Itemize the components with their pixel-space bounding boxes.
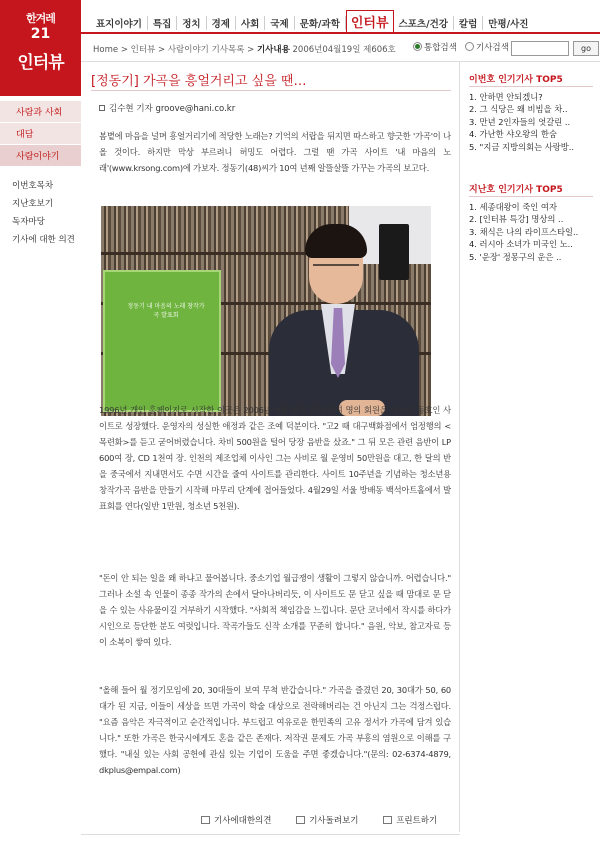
nav-tab-column[interactable]: 칼럼 xyxy=(454,16,483,30)
article-paragraph: 봄볕에 마음을 널며 흥얼거리기에 적당한 노래는? 기억의 서랍을 뒤지면 따스하고 향긋한 '가곡'이 나올 것이다. 하지만 막상 부르려니 허밍도 어렵다. 그럴 땐 가곡 사이트 '내 마음의 노래'(www.krsong.com)에 가보자. 정동기(48)씨가 10여 년째 알뜰살뜰 가꾸는 가곡의 보고다. xyxy=(99,131,451,173)
byline-square-icon xyxy=(99,105,105,111)
poster-text: 정동기 내 마음의 노래 창작가곡 발표회 xyxy=(127,303,205,319)
breadcrumb-home[interactable]: Home xyxy=(93,45,119,55)
list-item[interactable]: 3. 만년 2인자들의 엇갈린 .. xyxy=(469,116,571,127)
person xyxy=(269,224,419,416)
article-actions xyxy=(201,814,459,826)
breadcrumb xyxy=(93,43,396,55)
brand-section: 인터뷰 xyxy=(17,53,64,73)
nav-tab-society[interactable]: 사회 xyxy=(236,16,265,30)
search-option-all[interactable] xyxy=(413,43,457,53)
breadcrumb-interview[interactable]: 인터뷰 xyxy=(130,45,156,55)
breadcrumb-separator: > xyxy=(120,45,128,55)
issue-date: 2006년04월19일 제606호 xyxy=(292,45,396,55)
hair xyxy=(305,224,367,258)
nav-tab-cover-story[interactable]: 표지이야기 xyxy=(91,16,148,30)
sidebar-divider xyxy=(469,86,593,87)
left-menu xyxy=(0,176,81,248)
byline-text: 김수현 기자 groove@hani.co.kr xyxy=(109,104,236,114)
glasses xyxy=(313,264,359,274)
list-item[interactable]: 4. 가난한 샤오왕의 한숨 xyxy=(469,129,557,140)
menu-item-back-issues[interactable]: 지난호보기 xyxy=(12,199,54,209)
nav-tab-culture-science[interactable]: 문화/과학 xyxy=(295,16,346,30)
popular-this-title: 이번호 인기기사 TOP5 xyxy=(469,75,563,85)
section-nav-item-interview[interactable]: 대담 xyxy=(0,123,81,145)
list-item[interactable]: 3. 채식은 나의 라이프스타일.. xyxy=(469,226,579,237)
nav-tab-sports-health[interactable]: 스포츠/건강 xyxy=(394,16,454,30)
poster xyxy=(103,270,221,412)
breadcrumb-current: 기사내용 xyxy=(256,45,290,55)
list-item[interactable]: 5. "지금 지방의회는 사랑방.. xyxy=(469,141,575,152)
share-button-label: 기사돌려보기 xyxy=(309,816,359,826)
menu-item-readers[interactable]: 독자마당 xyxy=(12,217,45,227)
search-input[interactable] xyxy=(511,41,569,56)
print-icon xyxy=(383,816,392,824)
left-column xyxy=(0,0,81,854)
breadcrumb-article-list[interactable]: 사람이야기 기사목록 xyxy=(167,45,245,55)
section-nav-item-people-society[interactable]: 사람과 사회 xyxy=(0,101,81,123)
popular-this-list xyxy=(469,91,597,153)
article-bottom-divider xyxy=(81,834,460,835)
search-option-all-label: 통합검색 xyxy=(424,43,457,53)
popular-last-title: 지난호 인기기사 TOP5 xyxy=(469,185,563,195)
list-item[interactable]: 2. 그 식당은 왜 비빔을 차.. xyxy=(469,104,568,115)
menu-item-opinions[interactable]: 기사에 대한 의견 xyxy=(12,235,75,245)
brand-name: 한겨레 xyxy=(26,12,55,25)
section-nav-item-people-story[interactable]: 사람이야기 xyxy=(0,145,81,167)
search-option-articles-label: 기사검색 xyxy=(475,43,509,53)
article-title: [정동기] 가곡을 흥얼거리고 싶을 땐… xyxy=(91,74,307,89)
list-item[interactable]: 2. [인터뷰 특강] 명상의 .. xyxy=(469,214,564,225)
article xyxy=(81,62,460,832)
breadcrumb-bar xyxy=(81,36,600,62)
popular-last-list xyxy=(469,201,597,263)
title-divider xyxy=(91,90,451,91)
nav-tab-economy[interactable]: 경제 xyxy=(207,16,236,30)
nav-tab-international[interactable]: 국제 xyxy=(265,16,294,30)
list-item[interactable]: 5. '운장' 정몽구의 운은 .. xyxy=(469,251,562,262)
nav-tab-politics[interactable]: 정치 xyxy=(177,16,206,30)
nav-tab-cartoon-photo[interactable]: 만평/사진 xyxy=(488,19,529,30)
list-item[interactable]: 1. 안하면 안되겠니? xyxy=(469,92,543,102)
opinion-button[interactable] xyxy=(201,814,271,826)
brand-logo[interactable] xyxy=(0,0,81,96)
top-nav xyxy=(81,0,600,34)
article-photo xyxy=(101,206,431,416)
nav-tab-special[interactable]: 특집 xyxy=(148,16,177,30)
article-paragraph: 1996년 개인 홈페이지로 시작한 이곳은 2006년 4월 현재 3만5천여 명의 회원을 거느린 동호인 사이트로 성장했다. 운영자의 성실한 애정과 같은 조예 덕분이다. "고2 때 대구백화점에서 엄정행의 <목련화>를 듣고 굳어버렸습니다. 차비 500원을 털어 당장 음반을 샀죠." 그 뒤 모은 관련 음반이 LP 600여 장, CD 1천여 장. 인천의 제조업체 이사인 그는 사비로 월 운영비 50만원을 대고, 한 달의 반을 중국에서 지내면서도 수면 시간을 줄여 사이트를 관리한다. 사이트 10주년을 기념하는 청소년용 창작가곡 음반을 만들기 시작해 마무리 단계에 접어들었다. 4월29일 서울 방배동 백석아트홀에서 발표회를 연다(일반 1만원, 청소년 5천원). xyxy=(99,405,451,511)
print-button-label: 프린트하기 xyxy=(396,816,438,826)
top-nav-items xyxy=(91,10,533,32)
list-item[interactable]: 1. 세종대왕이 죽인 여자 xyxy=(469,202,557,212)
search-go-button[interactable]: go xyxy=(573,41,599,56)
byline xyxy=(99,102,235,114)
comment-icon xyxy=(201,816,210,824)
right-sidebar xyxy=(461,62,600,362)
list-item[interactable]: 4. 러시아 소녀가 미국인 노.. xyxy=(469,239,573,250)
radio-selected-icon xyxy=(413,42,422,51)
article-paragraph: "돈이 안 되는 일을 왜 하냐고 물어봅니다. 중소기업 월급쟁이 생활이 그렇지 않습니까. 어렵습니다." 그러나 소설 속 인물이 종종 작가의 손에서 달아나버리듯, 이 사이트도 문 닫고 싶을 때 맘대로 문 닫을 수 있는 사유물이길 거부하기 시작했다. "사회적 책임감을 느낍니다. 문단 코너에서 작시를 하다가 시인으로 등단한 분도 여럿입니다. 작곡가들도 신작 소개를 꾸준히 합니다." 음원, 악보, 참고자료 등이 소복이 쌓여 있다. xyxy=(99,573,451,647)
sidebar-divider xyxy=(469,196,593,197)
breadcrumb-separator: > xyxy=(247,45,255,55)
brand-number: 21 xyxy=(30,26,51,42)
share-icon xyxy=(296,816,305,824)
share-button[interactable] xyxy=(296,814,358,826)
search-area xyxy=(413,41,591,53)
article-paragraph: "올해 들어 월 정기모임에 20, 30대들이 보여 무척 반갑습니다." 가곡을 즐겼던 20, 30대가 50, 60대가 된 지금, 이들이 세상을 뜨면 가곡이 학술 대상으로 전락해버리는 건 아닌지 그는 걱정스럽다. "요즘 음악은 자극적이고 순간적입니다. 부드럽고 여유로운 한민족의 고유 정서가 가곡에 담겨 있습니다." 또한 가곡은 한국시에게도 혼을 같은 존재다. 저작권 문제도 가곡 부흥의 염원으로 이해를 구했다. "내실 있는 사회 공헌에 관심 있는 기업이 도움을 주면 좋겠습니다."(문의: 02-6374-4879, dkplus@empal.com) xyxy=(99,685,451,775)
radio-icon xyxy=(465,42,474,51)
breadcrumb-separator: > xyxy=(157,45,166,55)
print-button[interactable] xyxy=(383,814,437,826)
nav-tab-interview[interactable]: 인터뷰 xyxy=(346,10,394,32)
section-nav xyxy=(0,101,81,167)
opinion-button-label: 기사에대한의견 xyxy=(214,816,272,826)
search-option-articles[interactable] xyxy=(465,43,509,53)
menu-item-toc[interactable]: 이번호목차 xyxy=(12,181,54,191)
